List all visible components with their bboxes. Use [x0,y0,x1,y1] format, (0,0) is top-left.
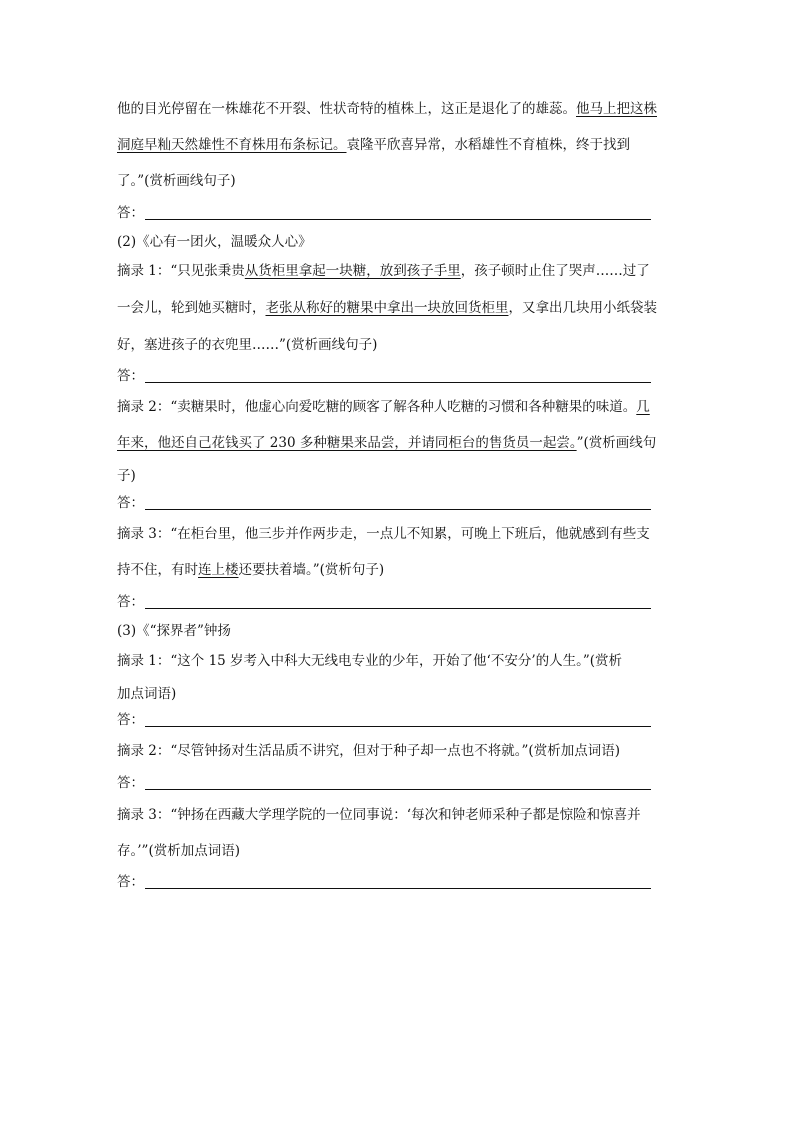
answer-blank [145,726,651,727]
s2-excerpt-1-line-2 [117,299,683,317]
q1-line-3-text: 了。”(赏析画线句子) [117,173,236,189]
q1-line-2 [117,136,683,154]
s2-e3-text-c: 还要扶着墙。”(赏析句子) [238,562,385,578]
s2-excerpt-2-line-2 [117,434,683,452]
s3-e3-text-b: 存。’”(赏析加点词语) [117,843,240,859]
s2-e1-underlined-1: 从货柜里拿起一块糖，放到孩子手里 [244,263,461,279]
answer-label: 答： [117,495,144,511]
s3-excerpt-2-line-1 [117,742,683,760]
s2-e1-text-c: ，孩子顿时止住了哭声……过了 [460,263,650,279]
answer-blank [145,382,651,383]
q1-underlined-sentence-start: 他马上把这株 [576,101,657,117]
s2-excerpt-1-line-1 [117,262,683,280]
answer-line-s2-e2[interactable] [117,494,657,512]
s2-e2-text-c: 子) [117,468,136,484]
s2-e1-text-e: ，又拿出几块用小纸袋装 [508,300,657,316]
answer-label: 答： [117,594,144,610]
answer-line-s2-e3[interactable] [117,593,657,611]
q1-line-1-text: 他的目光停留在一株雄花不开裂、性状奇特的植株上，这正是退化了的雄蕊。 [117,101,576,117]
s3-excerpt-1-line-2 [117,685,683,703]
section-2-heading [117,233,683,251]
s3-e2-text-a: 摘录 2：“尽管钟扬对生活品质不讲究，但对于种子却一点也不将就。”(赏析加点词语) [117,743,620,759]
s2-excerpt-3-line-2 [117,561,683,579]
s2-e1-text-d: 一会儿，轮到她买糖时， [117,300,266,316]
s2-e2-underlined-1: 几 [636,399,650,415]
s2-excerpt-3-line-1 [117,525,683,543]
s2-e1-text-a: 摘录 1：“只见张秉贵 [117,263,245,279]
answer-blank [145,219,651,220]
s2-e2-text-b: ”(赏析画线句 [576,435,657,451]
s3-e1-text-b: 加点词语) [117,686,177,702]
s3-e3-text-a: 摘录 3：“钟扬在西藏大学理学院的一位同事说：‘每次和钟老师采种子都是惊险和惊喜并 [117,807,641,823]
answer-label: 答： [117,368,144,384]
s3-excerpt-3-line-1 [117,806,683,824]
answer-label: 答： [117,775,144,791]
s2-e3-underlined: 连上楼 [198,562,239,578]
answer-line-s3-e1[interactable] [117,711,657,729]
answer-blank [145,608,651,609]
answer-label: 答： [117,874,144,890]
s2-e3-text-a: 摘录 3：“在柜台里，他三步并作两步走，一点儿不知累，可晚上下班后，他就感到有些支 [117,526,650,542]
answer-line-s2-e1[interactable] [117,367,657,385]
q1-line-1 [117,100,683,118]
s3-excerpt-1-line-1 [117,652,683,670]
section-3-heading [117,622,683,640]
s2-e2-underlined-2: 年来，他还自己花钱买了 230 多种糖果来品尝，并请同柜台的售货员一起尝。 [117,435,577,451]
q1-underlined-sentence-end: 洞庭早籼天然雄性不育株用布条标记。 [117,137,347,153]
answer-blank [145,888,651,889]
s3-e1-text-a: 摘录 1：“这个 15 岁考入中科大无线电专业的少年，开始了他‘不安分’的人生。”(赏析 [117,653,623,669]
answer-line-s3-e2[interactable] [117,774,657,792]
s2-excerpt-1-line-3 [117,336,683,354]
q1-line-2-text: 袁隆平欣喜异常，水稻雄性不育植株，终于找到 [346,137,630,153]
s2-e1-text-f: 好，塞进孩子的衣兜里……”(赏析画线句子) [117,337,378,353]
q1-line-3 [117,172,683,190]
s2-e2-text-a: 摘录 2：“卖糖果时，他虚心向爱吃糖的顾客了解各种人吃糖的习惯和各种糖果的味道。 [117,399,637,415]
answer-line-s3-e3[interactable] [117,873,657,891]
answer-label: 答： [117,712,144,728]
answer-blank [145,789,651,790]
s2-excerpt-2-line-1 [117,398,683,416]
answer-line-q1[interactable] [117,204,657,222]
s3-excerpt-3-line-2 [117,842,683,860]
section-2-title: (2)《心有一团火，温暖众人心》 [117,234,312,250]
s2-excerpt-2-line-3 [117,467,683,485]
s2-e3-text-b: 持不住，有时 [117,562,198,578]
answer-blank [145,509,651,510]
answer-label: 答： [117,205,144,221]
s2-e1-underlined-2: 老张从称好的糖果中拿出一块放回货柜里 [265,300,509,316]
section-3-title: (3)《“探界者”钟扬 [117,623,231,639]
